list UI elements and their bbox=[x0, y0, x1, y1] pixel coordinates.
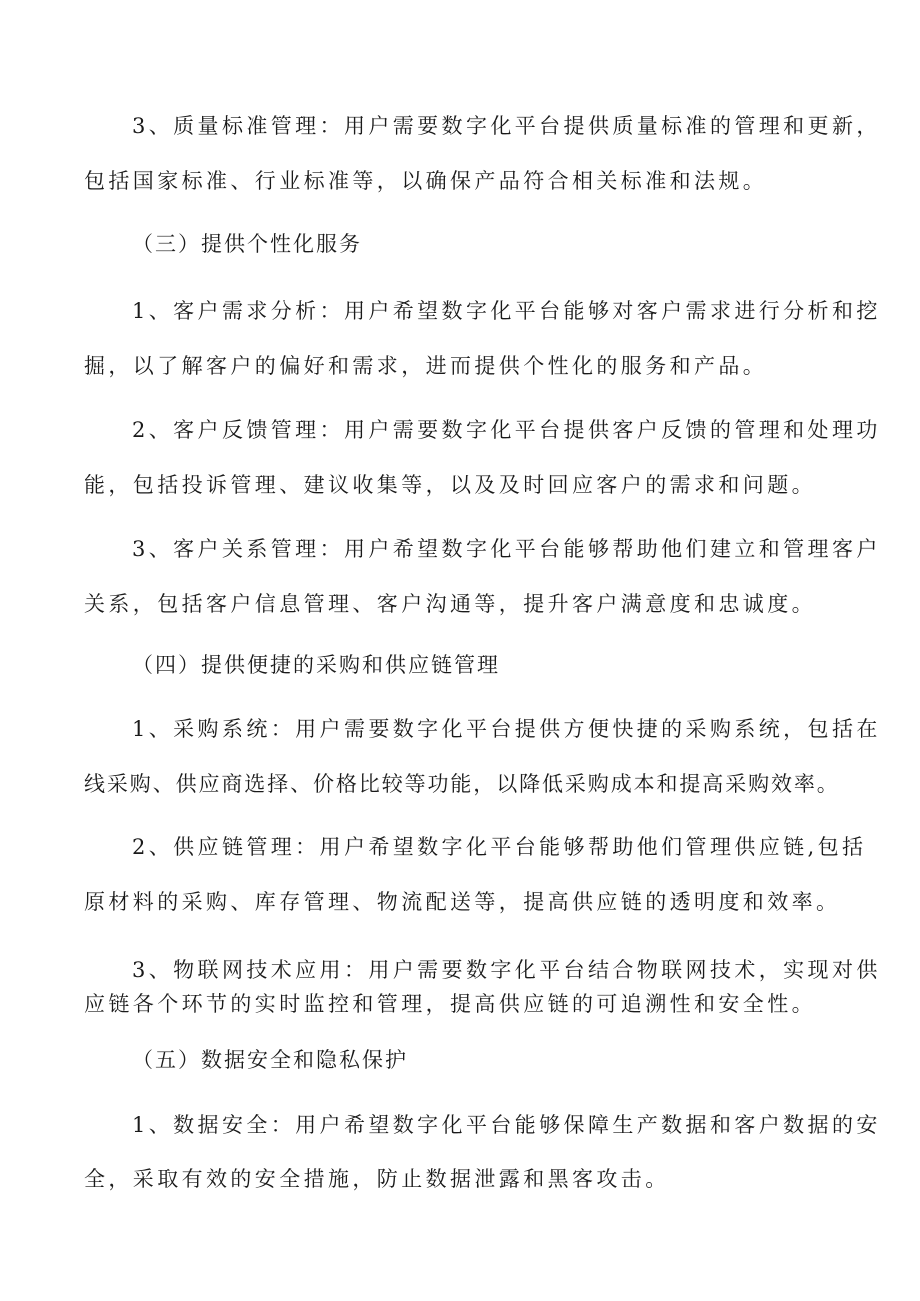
paragraph-supply-chain-management-line2: 原材料的采购、库存管理、物流配送等，提高供应链的透明度和效率。 bbox=[84, 890, 841, 914]
paragraph-data-security-line1: 1、数据安全：用户希望数字化平台能够保障生产数据和客户数据的安 bbox=[132, 1113, 881, 1137]
paragraph-iot-application-line1: 3、物联网技术应用：用户需要数字化平台结合物联网技术，实现对供 bbox=[132, 958, 881, 982]
section-heading-procurement-supply-chain: （四）提供便捷的采购和供应链管理 bbox=[132, 653, 500, 677]
paragraph-data-security-line2: 全，采取有效的安全措施，防止数据泄露和黑客攻击。 bbox=[84, 1167, 670, 1191]
paragraph-customer-needs-line2: 掘，以了解客户的偏好和需求，进而提供个性化的服务和产品。 bbox=[84, 354, 768, 378]
paragraph-quality-standard-line2: 包括国家标准、行业标准等，以确保产品符合相关标准和法规。 bbox=[84, 169, 768, 193]
paragraph-procurement-system-line1: 1、采购系统：用户需要数字化平台提供方便快捷的采购系统，包括在 bbox=[132, 717, 881, 741]
paragraph-customer-feedback-line2: 能，包括投诉管理、建议收集等，以及及时回应客户的需求和问题。 bbox=[84, 473, 816, 497]
section-heading-data-security-privacy: （五）数据安全和隐私保护 bbox=[132, 1048, 408, 1072]
paragraph-customer-relationship-line1: 3、客户关系管理：用户希望数字化平台能够帮助他们建立和管理客户 bbox=[132, 537, 881, 561]
section-heading-personalized-service: （三）提供个性化服务 bbox=[132, 232, 362, 256]
paragraph-supply-chain-management-line1: 2、供应链管理：用户希望数字化平台能够帮助他们管理供应链,包括 bbox=[132, 835, 867, 859]
paragraph-procurement-system-line2: 线采购、供应商选择、价格比较等功能，以降低采购成本和提高采购效率。 bbox=[84, 772, 840, 796]
paragraph-customer-needs-line1: 1、客户需求分析：用户希望数字化平台能够对客户需求进行分析和挖 bbox=[132, 299, 881, 323]
paragraph-customer-relationship-line2: 关系，包括客户信息管理、客户沟通等，提升客户满意度和忠诚度。 bbox=[84, 592, 816, 616]
paragraph-iot-application-line2: 应链各个环节的实时监控和管理，提高供应链的可追溯性和安全性。 bbox=[84, 992, 816, 1016]
paragraph-customer-feedback-line1: 2、客户反馈管理：用户需要数字化平台提供客户反馈的管理和处理功 bbox=[132, 418, 881, 442]
paragraph-quality-standard-line1: 3、质量标准管理：用户需要数字化平台提供质量标准的管理和更新， bbox=[132, 114, 881, 138]
